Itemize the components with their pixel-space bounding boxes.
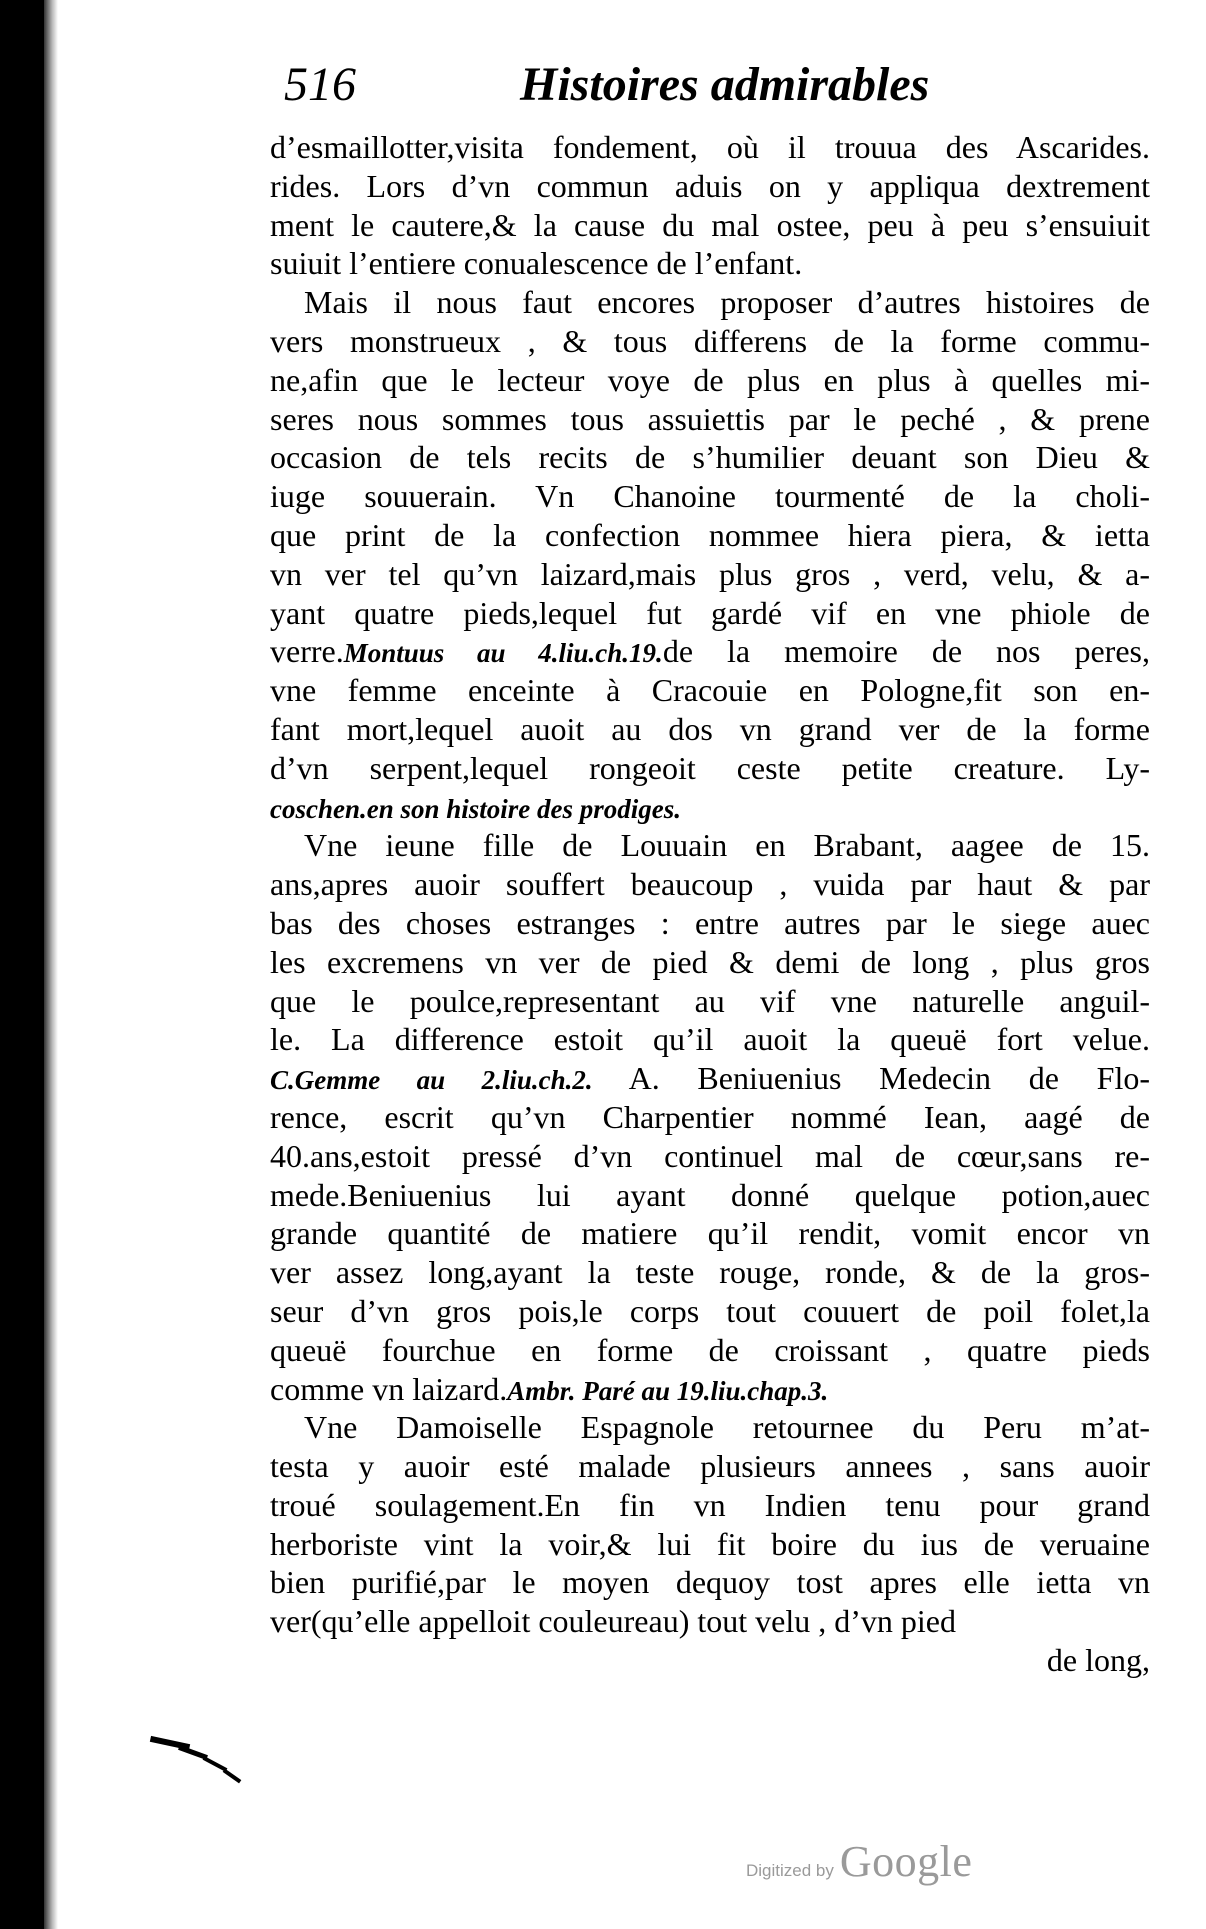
text-line: troué soulagement.En fin vn Indien tenu pour grand: [270, 1486, 1150, 1523]
marginal-citation: coschen.en son histoire des prodiges.: [270, 793, 682, 824]
text-body: [270, 128, 1150, 1680]
binding-shadow-fade: [44, 0, 58, 1929]
text-line: ans,apres auoir souffert beaucoup , vuida par haut & par: [270, 866, 1150, 903]
text-line: grande quantité de matiere qu’il rendit, vomit encor vn: [270, 1215, 1150, 1252]
text-fragment: A. Beniuenius Medecin de Flo-: [592, 1060, 1151, 1097]
text-line: yant quatre pieds,lequel fut gardé vif en vne phiole de: [270, 594, 1150, 631]
text-line: seur d’vn gros pois,le corps tout couuert de poil folet,la: [270, 1292, 1150, 1329]
text-line: ver assez long,ayant la teste rouge, ronde, & de la gros-: [270, 1254, 1150, 1291]
text-line: [270, 788, 1150, 827]
text-line: rence, escrit qu’vn Charpentier nommé Iean, aagé de: [270, 1098, 1150, 1135]
marginal-citation: Ambr. Paré au 19.liu.chap.3.: [507, 1375, 829, 1406]
marginal-citation: Montuus au 4.liu.ch.19.: [343, 638, 663, 669]
text-line: Vne ieune fille de Louuain en Brabant, aagee de 15.: [304, 827, 1150, 864]
text-line: [270, 1059, 1150, 1098]
paragraph: [270, 826, 1150, 1408]
text-line: vne femme enceinte à Cracouie en Pologne,fit son en-: [270, 672, 1150, 709]
text-line: Mais il nous faut encores proposer d’autres histoires de: [304, 284, 1150, 321]
text-line: seres nous sommes tous assuiettis par le peché , & prene: [270, 400, 1150, 437]
text-line: Vne Damoiselle Espagnole retournee du Peru m’at-: [304, 1409, 1150, 1446]
text-line: bien purifié,par le moyen dequoy tost apres elle ietta vn: [270, 1564, 1150, 1601]
text-line: d’esmaillotter,visita fondement, où il trouua des Ascarides.: [270, 129, 1150, 165]
binding-shadow: [0, 0, 44, 1929]
text-line: que print de la confection nommee hiera piera, & ietta: [270, 516, 1150, 553]
text-line: iuge souuerain. Vn Chanoine tourmenté de la choli-: [270, 478, 1150, 515]
running-title: Histoires admirables: [520, 58, 930, 111]
text-line: [270, 632, 1150, 671]
marginal-citation: C.Gemme au 2.liu.ch.2.: [270, 1065, 593, 1096]
text-fragment: verre.: [270, 633, 344, 670]
text-line: [270, 1370, 1150, 1409]
text-line: ver(qu’elle appelloit couleureau) tout velu , d’vn pied: [270, 1603, 956, 1640]
text-line: 40.ans,estoit pressé d’vn continuel mal de cœur,sans re-: [270, 1137, 1150, 1174]
text-line: que le poulce,representant au vif vne naturelle anguil-: [270, 982, 1150, 1019]
book-page: [270, 50, 1150, 1680]
text-line: fant mort,lequel auoit au dos vn grand ver de la forme: [270, 710, 1150, 747]
text-line: herboriste vint la voir,& lui fit boire du ius de veruaine: [270, 1525, 1150, 1562]
text-line: vers monstrueux , & tous differens de la forme commu-: [270, 322, 1150, 359]
text-line: les excremens vn ver de pied & demi de long , plus gros: [270, 943, 1150, 980]
google-logo: Google: [839, 1837, 973, 1886]
catchword: de long,: [1046, 1642, 1150, 1679]
watermark-prefix: Digitized by: [746, 1861, 834, 1880]
paragraph: [270, 128, 1150, 283]
paragraph: [270, 1408, 1150, 1641]
running-head: [270, 50, 1150, 128]
page-number: 516: [284, 58, 356, 111]
text-line: rides. Lors d’vn commun aduis on y appliqua dextrement: [270, 167, 1150, 204]
text-line: bas des choses estranges : entre autres par le siege auec: [270, 904, 1150, 941]
text-fragment: de la memoire de nos peres,: [662, 633, 1150, 670]
text-line: suiuit l’entiere conualescence de l’enfant.: [270, 245, 803, 282]
text-line: mede.Beniuenius lui ayant donné quelque potion,auec: [270, 1176, 1150, 1213]
text-line: queuë fourchue en forme de croissant , quatre pieds: [270, 1331, 1150, 1368]
text-line: ment le cautere,& la cause du mal ostee, peu à peu s’ensuiuit: [270, 206, 1150, 243]
text-line: testa y auoir esté malade plusieurs annees , sans auoir: [270, 1448, 1150, 1485]
text-line: vn ver tel qu’vn laizard,mais plus gros , verd, velu, & a-: [270, 555, 1150, 592]
text-line: le. La difference estoit qu’il auoit la queuë fort velue.: [270, 1021, 1150, 1058]
text-fragment: comme vn laizard.: [270, 1370, 508, 1407]
digitization-watermark: [746, 1836, 972, 1887]
text-line: ne,afin que le lecteur voye de plus en plus à quelles mi-: [270, 361, 1150, 398]
paragraph: [270, 283, 1150, 826]
text-line: d’vn serpent,lequel rongeoit ceste petite creature. Ly-: [270, 749, 1150, 786]
text-line: occasion de tels recits de s’humilier deuant son Dieu &: [270, 439, 1150, 476]
scan-marks: [150, 1740, 300, 1800]
